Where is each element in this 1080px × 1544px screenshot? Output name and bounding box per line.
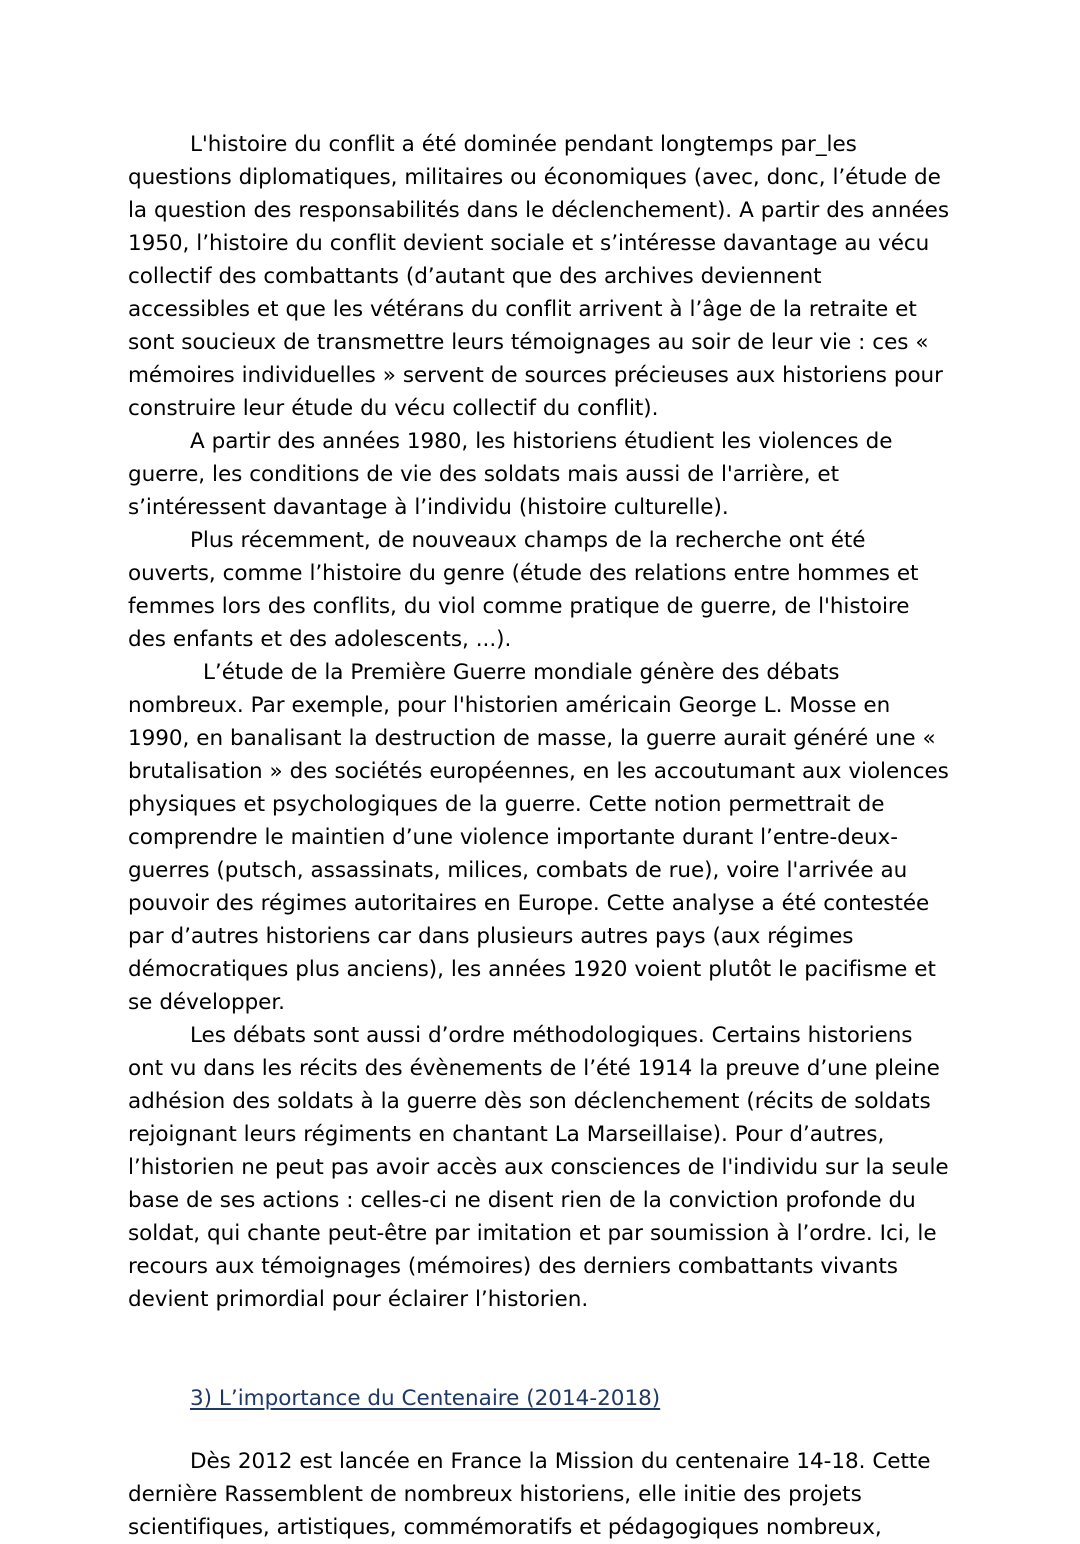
paragraph-annees-1980: A partir des années 1980, les historiens étudient les violences de guerre, les conditions de vie des soldats mais aussi de l'arrière, et s’intéressent davantage à l’individu (histoire culturelle). (128, 429, 900, 520)
heading-spacer-below (128, 1415, 950, 1445)
paragraph-debats-methodologiques: Les débats sont aussi d’ordre méthodologiques. Certains historiens ont vu dans les récits des évènements de l’été 1914 la preuve d’une pleine adhésion des soldats à la guerre dès son déclenchement (récits de soldats rejoignant leurs régiments en chantant La Marseillaise). Pour d’autres, l’historien ne peut pas avoir accès aux consciences de l'individu sur la seule base de ses actions : celles-ci ne disent rien de la conviction profonde du soldat, qui chante peut-être par imitation et par soumission à l’ordre. Ici, le recours aux témoignages (mémoires) des derniers combattants vivants devient primordial pour éclairer l’historien. (128, 1023, 956, 1312)
paragraph-histoire-conflit: L'histoire du conflit a été dominée pendant longtemps par_les questions diplomatiques, militaires ou économiques (avec, donc, l’étude de la question des responsabilités dans le déclenchement). A partir des années 1950, l’histoire du conflit devient sociale et s’intéresse davantage au vécu collectif des combattants (d’autant que des archives deviennent accessibles et que les vétérans du conflit arrivent à l’âge de la retraite et sont soucieux de transmettre leurs témoignages au soir de leur vie : ces « mémoires individuelles » servent de sources précieuses aux historiens pour construire leur étude du vécu collectif du conflit). (128, 132, 956, 421)
section-heading-block (128, 1382, 950, 1415)
paragraph-nouveaux-champs: Plus récemment, de nouveaux champs de la recherche ont été ouverts, comme l’histoire du genre (étude des relations entre hommes et femmes lors des conflits, du viol comme pratique de guerre, de l'histoire des enfants et des adolescents, ...). (128, 528, 926, 652)
document-body (128, 128, 956, 1544)
paragraph-mission-centenaire: Dès 2012 est lancée en France la Mission du centenaire 14-18. Cette dernière Rassemblent de nombreux historiens, elle initie des projets scientifiques, artistiques, commémoratifs et pédagogiques nombreux, (128, 1449, 938, 1540)
paragraph-debats-mosse: L’étude de la Première Guerre mondiale génère des débats nombreux. Par exemple, pour l'historien américain George L. Mosse en 1990, en banalisant la destruction de masse, la guerre aurait généré une « brutalisation » des sociétés européennes, en les accoutumant aux violences physiques et psychologiques de la guerre. Cette notion permettrait de comprendre le maintien d’une violence importante durant l’entre-deux-guerres (putsch, assassinats, milices, combats de rue), voire l'arrivée au pouvoir des régimes autoritaires en Europe. Cette analyse a été contestée par d’autres historiens car dans plusieurs autres pays (aux régimes démocratiques plus anciens), les années 1920 voient plutôt le pacifisme et se développer. (128, 660, 956, 1015)
section-heading-centenaire[interactable]: 3) L’importance du Centenaire (2014-2018) (190, 1386, 661, 1411)
heading-spacer-above (128, 1316, 950, 1349)
